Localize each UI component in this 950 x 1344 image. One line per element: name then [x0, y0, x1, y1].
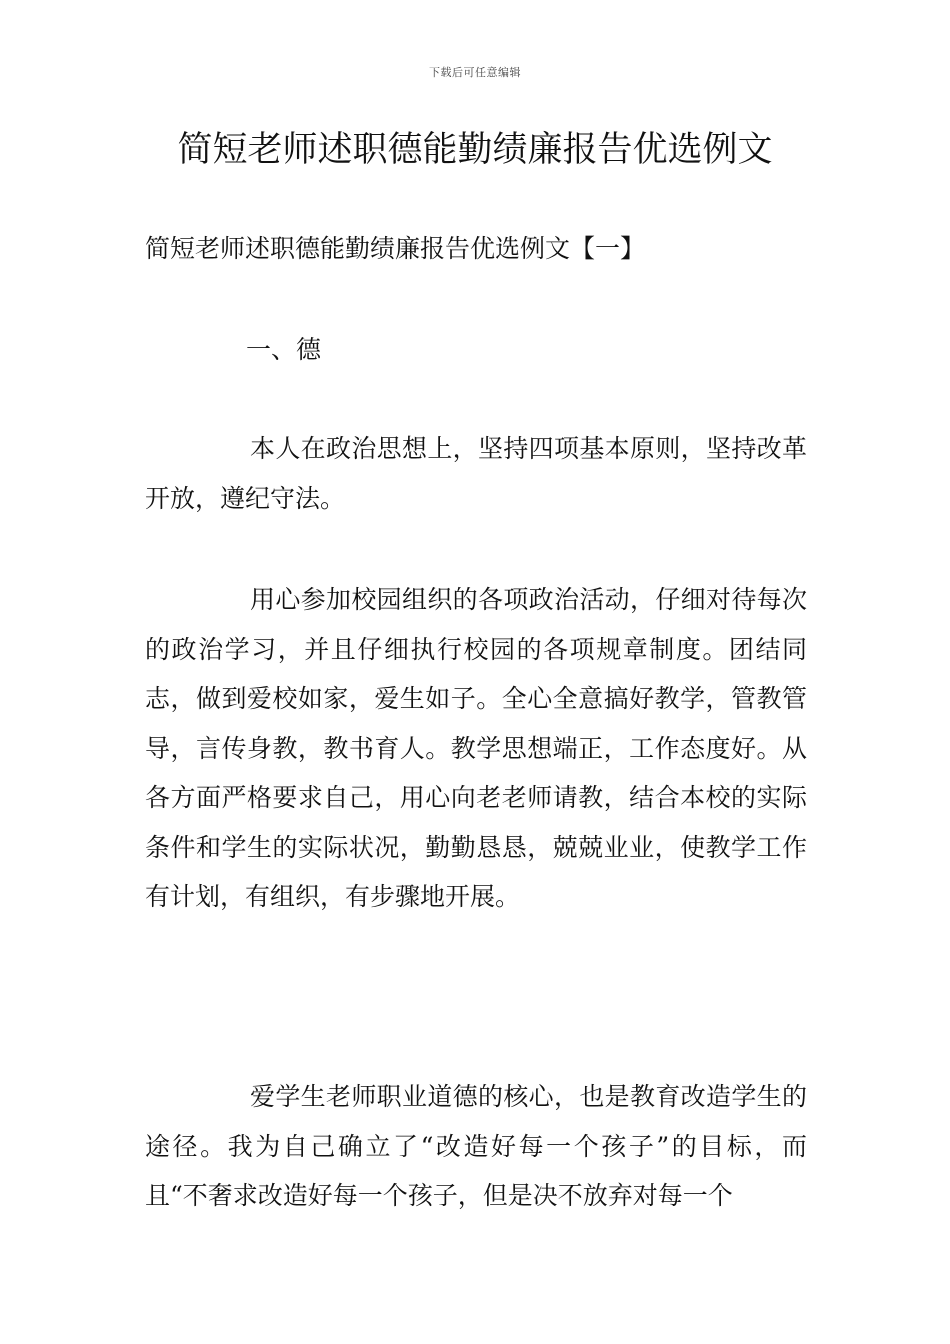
- section-heading: 一、德: [246, 335, 322, 364]
- paragraph: 用心参加校园组织的各项政治活动，仔细对待每次的政治学习，并且仔细执行校园的各项规章制度。团结同志，做到爱校如家，爱生如子。全心全意搞好教学，管教管导，言传身教，教书育人。教学思想端正，工作态度好。从各方面严格要求自己，用心向老老师请教，结合本校的实际条件和学生的实际状况，勤勤恳恳，兢兢业业，使教学工作有计划，有组织，有步骤地开展。: [145, 585, 807, 911]
- header-note: 下载后可任意编辑: [429, 66, 521, 79]
- document-subtitle: 简短老师述职德能勤绩廉报告优选例文【一】: [145, 234, 646, 263]
- paragraph: 爱学生老师职业道德的核心，也是教育改造学生的途径。我为自己确立了“改造好每一个孩子”的目标，而且“不奢求改造好每一个孩子，但是决不放弃对每一个: [145, 1082, 807, 1210]
- document-title: 简短老师述职德能勤绩廉报告优选例文: [177, 130, 773, 170]
- paragraph: 本人在政治思想上，坚持四项基本原则，坚持改革开放，遵纪守法。: [145, 434, 807, 513]
